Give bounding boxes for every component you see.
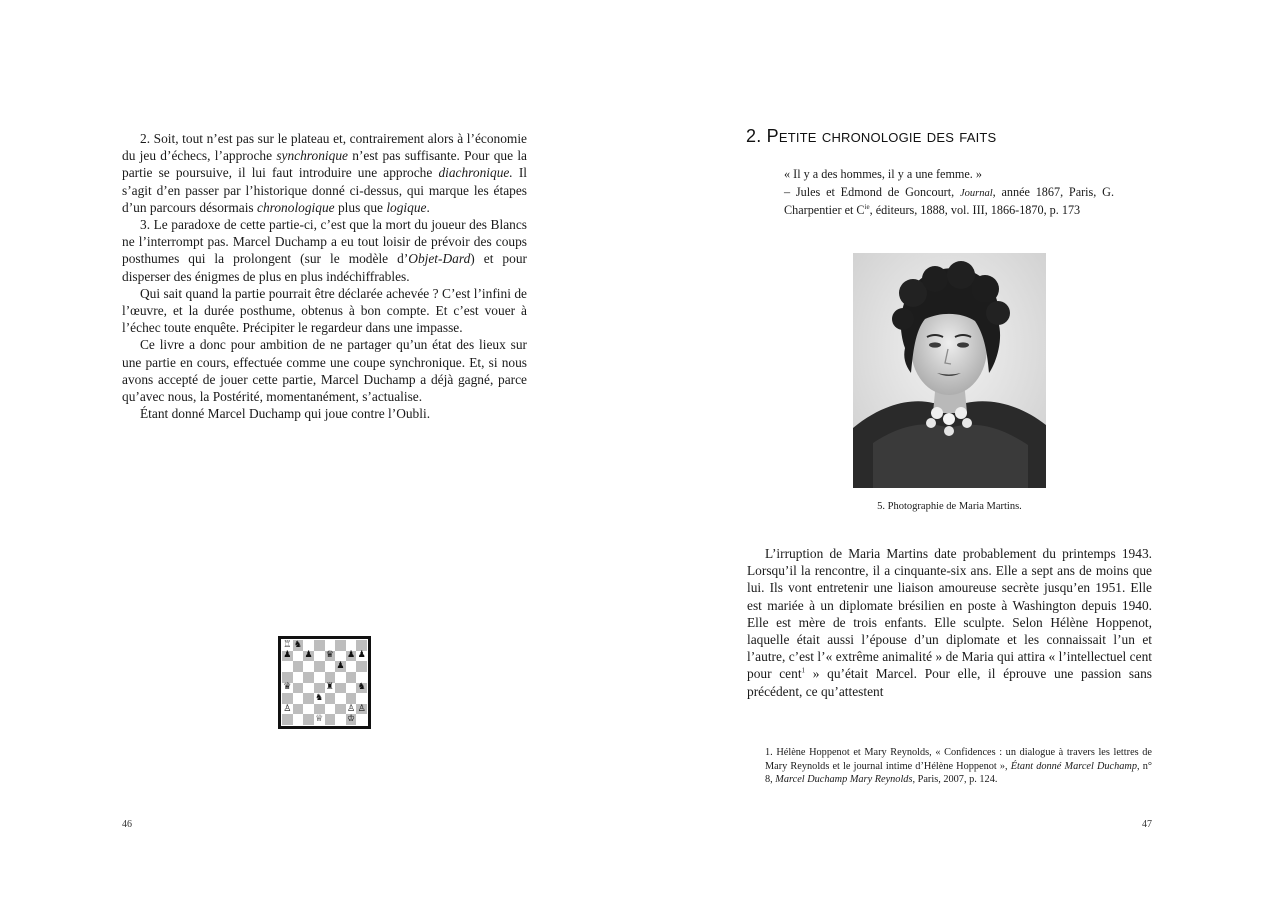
text-segment: 1. Hélène Hoppenot et Mary Reynolds, « Confidences : un dialogue à travers les lettres de Mary Reynolds et le journal intime d’Hélène Hoppenot », xyxy=(765,747,1152,772)
board-square: ♟ xyxy=(357,650,366,661)
board-square xyxy=(293,693,304,704)
footnote xyxy=(765,746,1152,787)
board-square xyxy=(346,683,357,694)
paragraph xyxy=(747,545,1152,700)
board-square xyxy=(293,704,304,715)
board-square xyxy=(293,661,304,672)
text-segment: plus que xyxy=(334,199,387,215)
right-body-text xyxy=(747,545,1152,700)
figure-caption: 5. Photographie de Maria Martins. xyxy=(877,501,1022,512)
page-number-right: 47 xyxy=(1142,819,1152,830)
paragraph xyxy=(122,285,527,337)
board-square: ♙ xyxy=(357,703,366,714)
italic-text: synchronique xyxy=(276,148,348,164)
board-square xyxy=(303,661,314,672)
board-square: ♟ xyxy=(347,650,356,661)
epigraph xyxy=(784,166,1114,220)
board-square xyxy=(314,672,325,683)
epigraph-attribution-end: , éditeurs, 1888, vol. III, 1866-1870, p. 173 xyxy=(869,203,1081,217)
board-square xyxy=(335,693,346,704)
board-square xyxy=(356,714,367,725)
text-segment: , n° 8, xyxy=(765,760,1152,786)
board-square: ♖ xyxy=(283,639,292,650)
epigraph-attribution-after: , année 1867, Paris, G. Charpentier et C xyxy=(784,184,1115,217)
left-body-text xyxy=(122,130,527,422)
board-square xyxy=(335,683,346,694)
board-square xyxy=(325,661,336,672)
paragraph-text: L’irruption de Maria Martins date probablement du printemps 1943. Lorsqu’il la rencontre, il a cinquante-six ans. Elle a sept ans de moins que lui. Ils vont entretenir une liaison amoureuse secrète jusqu’en 1951. Elle est mariée à un diplomate brésilien en poste à Washington depuis 1940. Elle est mère de trois enfants. Elle sculpte. Selon Hélène Hoppenot, laquelle était aussi l’épouse d’un diplomate et les connaissait l’un et l’autre, c’est l’« extrême animalité » de Maria qui attira « l’intellectuel cent pour cent xyxy=(747,546,1152,682)
board-square xyxy=(282,661,293,672)
board-square xyxy=(282,693,293,704)
board-square xyxy=(356,640,367,651)
board-square xyxy=(314,640,325,651)
board-square xyxy=(303,683,314,694)
board-square xyxy=(325,704,336,715)
board-square: ♕ xyxy=(315,714,324,725)
text-segment: ) et pour disperser des énigmes de plus en plus indéchiffrables. xyxy=(122,251,527,284)
board-square: ♜ xyxy=(325,682,334,693)
board-square xyxy=(335,704,346,715)
board-square xyxy=(303,672,314,683)
paragraph xyxy=(122,216,527,285)
board-square: ♙ xyxy=(283,703,292,714)
board-square xyxy=(314,661,325,672)
epigraph-superscript: ie xyxy=(864,202,870,211)
board-square xyxy=(303,704,314,715)
text-segment: Étant donné Marcel Duchamp qui joue contre l’Oubli. xyxy=(140,406,431,422)
board-square xyxy=(346,661,357,672)
board-square xyxy=(335,651,346,662)
board-square xyxy=(325,672,336,683)
epigraph-quote: « Il y a des hommes, il y a une femme. » xyxy=(784,167,982,181)
board-square: ♞ xyxy=(293,639,302,650)
italic-text: Objet-Dard xyxy=(408,251,471,267)
board-square xyxy=(335,640,346,651)
board-square: ♛ xyxy=(325,650,334,661)
chessboard-diagram xyxy=(278,636,371,729)
epigraph-attribution-before: – Jules et Edmond de Goncourt, xyxy=(784,184,960,199)
board-square xyxy=(325,693,336,704)
board-square: ♙ xyxy=(347,703,356,714)
board-square xyxy=(303,714,314,725)
text-segment: . xyxy=(426,199,430,215)
paragraph xyxy=(122,405,527,422)
board-square xyxy=(293,714,304,725)
italic-text: diachronique. xyxy=(438,165,513,181)
board-square xyxy=(335,714,346,725)
text-segment: Ce livre a donc pour ambition de ne partager qu’un état des lieux sur une partie en cours, effectuée comme une coupe synchronique. Et, si nous avons accepté de jouer cette partie, Marcel Duchamp a déjà gagné, parce qu’avec nous, la Postérité, momentanément, s’actualise. xyxy=(122,337,527,405)
board-square xyxy=(356,693,367,704)
board-square xyxy=(346,672,357,683)
board-square xyxy=(293,672,304,683)
text-segment: 3. Le paradoxe de cette partie-ci, c’est que la mort du joueur des Blancs ne l’interrompt pas. Marcel Duchamp a eu tout loisir de prévoir des coups posthumes qui la prolongent (sur le modèle d’ xyxy=(122,217,527,267)
board-square xyxy=(303,640,314,651)
board-square: ♛ xyxy=(283,682,292,693)
epigraph-attribution xyxy=(784,184,1114,220)
text-segment: , Paris, 2007, p. 124. xyxy=(912,774,998,786)
board-square xyxy=(314,704,325,715)
text-segment: Il s’agit d’en passer par l’historique donné ci-dessus, qui marque les étapes d’un parcours désormais xyxy=(122,165,527,215)
paragraph xyxy=(122,130,527,216)
board-square: ♞ xyxy=(357,682,366,693)
paragraph-text-continued: » qu’était Marcel. Pour elle, il éprouve une passion sans précédent, ce qu’attestent xyxy=(747,666,1152,699)
text-segment: 2. Soit, tout n’est pas sur le plateau et, contrairement alors à l’économie du jeu d’échecs, l’approche xyxy=(122,131,527,164)
right-page xyxy=(636,0,1272,904)
board-square xyxy=(356,661,367,672)
board-square xyxy=(356,672,367,683)
text-segment: n’est pas suffisante. Pour que la partie se poursuive, il lui faut introduire une approche xyxy=(122,148,527,181)
board-square: ♔ xyxy=(347,714,356,725)
italic-text: Étant donné Marcel Duchamp xyxy=(1010,760,1138,772)
board-square: ♟ xyxy=(283,650,292,661)
italic-text: chronologique xyxy=(257,199,335,215)
board-square xyxy=(282,672,293,683)
italic-text: logique xyxy=(386,199,427,215)
portrait-photo-drawing xyxy=(853,253,1046,488)
board-square: ♟ xyxy=(336,661,345,672)
board-square xyxy=(346,693,357,704)
board-square xyxy=(314,651,325,662)
board-square: ♟ xyxy=(304,650,313,661)
board-square xyxy=(335,672,346,683)
paragraph xyxy=(122,336,527,405)
text-segment: Qui sait quand la partie pourrait être déclarée achevée ? C’est l’infini de l’œuvre, et la durée posthume, obtenus à bon compte. Et c’est vouer à l’échec toute enquête. Précipiter le regardeur dans une impasse. xyxy=(122,285,527,336)
italic-text: Marcel Duchamp Mary Reynolds xyxy=(775,774,913,786)
board-square xyxy=(314,683,325,694)
board-square xyxy=(325,714,336,725)
board-square xyxy=(303,693,314,704)
footnote-text xyxy=(765,746,1152,787)
board-square xyxy=(293,651,304,662)
board-square xyxy=(293,683,304,694)
chapter-title: 2. Petite chronologie des faits xyxy=(746,126,997,146)
page-number-left: 46 xyxy=(122,819,132,830)
board-square xyxy=(325,640,336,651)
board-square xyxy=(282,714,293,725)
epigraph-journal: Journal xyxy=(959,187,993,199)
footnote-ref: 1 xyxy=(801,666,806,675)
portrait-photo xyxy=(853,253,1046,488)
board-square xyxy=(346,640,357,651)
board-square: ♞ xyxy=(315,692,324,703)
